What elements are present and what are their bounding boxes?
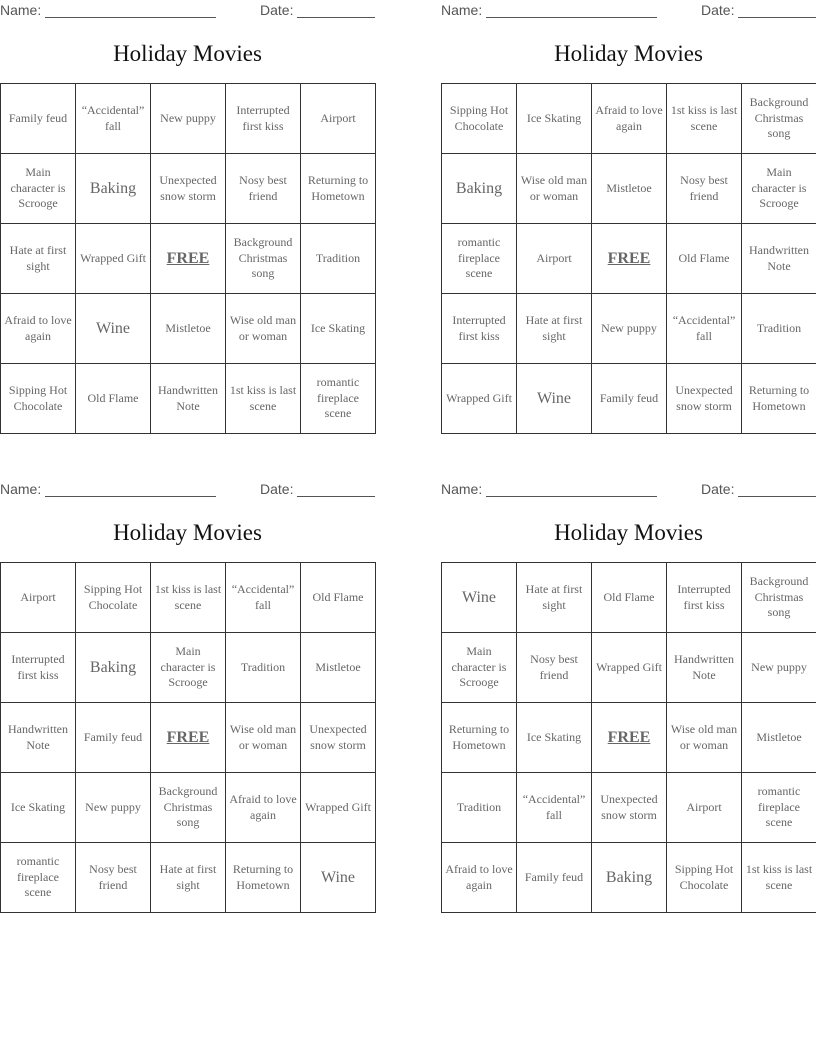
bingo-card-4 [441,479,816,892]
bingo-cell: Background Christmas song [151,773,226,843]
bingo-cell: Old Flame [592,563,667,633]
bingo-cell: 1st kiss is last scene [667,84,742,154]
grid-row [1,773,376,843]
card-header [0,479,375,501]
bingo-cell: Wine [76,294,151,364]
bingo-cell: Mistletoe [151,294,226,364]
grid-row [442,154,816,224]
bingo-cell: Tradition [742,294,816,364]
bingo-cell: “Accidental” fall [667,294,742,364]
name-blank-line [486,496,657,497]
bingo-cell: Interrupted first kiss [1,633,76,703]
card-title: Holiday Movies [554,520,703,545]
grid-row [442,224,816,294]
bingo-cell: Family feud [592,364,667,434]
bingo-cell: Sipping Hot Chocolate [442,84,517,154]
bingo-cell: Hate at first sight [151,843,226,913]
bingo-cell: romantic fireplace scene [301,364,376,434]
bingo-cell: Wise old man or woman [667,703,742,773]
card-header [0,0,375,22]
bingo-cell: Old Flame [76,364,151,434]
bingo-cell: Main character is Scrooge [742,154,816,224]
bingo-cell: Airport [1,563,76,633]
grid-row [1,294,376,364]
bingo-cell: Wine [442,563,517,633]
bingo-cell: Wrapped Gift [442,364,517,434]
bingo-cell: Sipping Hot Chocolate [667,843,742,913]
bingo-cell: Mistletoe [592,154,667,224]
bingo-cell: Unexpected snow storm [151,154,226,224]
free-space-cell: FREE [151,703,226,773]
bingo-grid [441,562,816,913]
bingo-cell: “Accidental” fall [76,84,151,154]
date-blank-line [297,17,375,18]
bingo-cell: Main character is Scrooge [151,633,226,703]
bingo-cell: Nosy best friend [667,154,742,224]
bingo-cell: Main character is Scrooge [442,633,517,703]
card-title: Holiday Movies [554,41,703,66]
bingo-cell: New puppy [151,84,226,154]
bingo-cell: romantic fireplace scene [1,843,76,913]
grid-row [442,364,816,434]
card-header [441,0,816,22]
card-header [441,479,816,501]
grid-row [1,84,376,154]
bingo-cell: Ice Skating [301,294,376,364]
grid-row [1,224,376,294]
bingo-cell: Sipping Hot Chocolate [1,364,76,434]
bingo-cell: Unexpected snow storm [592,773,667,843]
bingo-card-1 [0,0,375,421]
bingo-cell: Ice Skating [1,773,76,843]
bingo-cell: Family feud [1,84,76,154]
bingo-grid [0,562,376,913]
bingo-cell: Baking [76,633,151,703]
bingo-grid [441,83,816,434]
date-blank-line [738,496,816,497]
bingo-cell: New puppy [76,773,151,843]
bingo-cell: Handwritten Note [667,633,742,703]
bingo-cell: Main character is Scrooge [1,154,76,224]
grid-row [442,703,816,773]
date-label: Date: [260,481,294,497]
bingo-cell: Background Christmas song [742,84,816,154]
bingo-cell: Afraid to love again [226,773,301,843]
bingo-cell: “Accidental” fall [226,563,301,633]
date-blank-line [738,17,816,18]
date-label: Date: [701,481,735,497]
bingo-cell: Afraid to love again [1,294,76,364]
bingo-cell: Wine [517,364,592,434]
date-label: Date: [701,2,735,18]
bingo-cell: Baking [76,154,151,224]
bingo-cell: Interrupted first kiss [442,294,517,364]
free-space-cell: FREE [592,703,667,773]
bingo-cell: Nosy best friend [226,154,301,224]
bingo-cell: Airport [301,84,376,154]
bingo-cell: Afraid to love again [442,843,517,913]
grid-row [442,563,816,633]
bingo-cell: Wise old man or woman [226,294,301,364]
bingo-cell: Nosy best friend [517,633,592,703]
bingo-cell: romantic fireplace scene [742,773,816,843]
bingo-cell: Hate at first sight [517,294,592,364]
bingo-cell: “Accidental” fall [517,773,592,843]
bingo-cell: Wrapped Gift [301,773,376,843]
bingo-cell: New puppy [742,633,816,703]
bingo-cell: Interrupted first kiss [667,563,742,633]
bingo-cell: 1st kiss is last scene [151,563,226,633]
bingo-cell: Tradition [442,773,517,843]
bingo-cell: Unexpected snow storm [667,364,742,434]
bingo-cell: Nosy best friend [76,843,151,913]
bingo-cell: romantic fireplace scene [442,224,517,294]
bingo-cell: Tradition [301,224,376,294]
grid-row [442,633,816,703]
bingo-cell: Background Christmas song [742,563,816,633]
bingo-cell: Unexpected snow storm [301,703,376,773]
bingo-cell: Old Flame [667,224,742,294]
date-label: Date: [260,2,294,18]
bingo-cell: Returning to Hometown [226,843,301,913]
bingo-cell: Mistletoe [301,633,376,703]
bingo-cell: Baking [442,154,517,224]
name-blank-line [45,496,216,497]
bingo-cell: Wine [301,843,376,913]
bingo-cell: Wise old man or woman [517,154,592,224]
bingo-cell: 1st kiss is last scene [226,364,301,434]
bingo-cell: Old Flame [301,563,376,633]
name-label: Name: [441,481,483,497]
free-space-cell: FREE [592,224,667,294]
bingo-cell: Wrapped Gift [76,224,151,294]
bingo-cell: 1st kiss is last scene [742,843,816,913]
bingo-cell: Tradition [226,633,301,703]
grid-row [1,633,376,703]
bingo-card-2 [441,0,816,413]
bingo-cell: Baking [592,843,667,913]
bingo-cell: Hate at first sight [517,563,592,633]
grid-row [1,154,376,224]
bingo-cell: Sipping Hot Chocolate [76,563,151,633]
bingo-cell: Afraid to love again [592,84,667,154]
bingo-cell: Hate at first sight [1,224,76,294]
bingo-cell: Handwritten Note [742,224,816,294]
bingo-cell: Ice Skating [517,84,592,154]
name-blank-line [45,17,216,18]
grid-row [442,773,816,843]
grid-row [442,84,816,154]
bingo-cell: Wrapped Gift [592,633,667,703]
date-blank-line [297,496,375,497]
name-label: Name: [0,481,42,497]
grid-row [442,843,816,913]
bingo-cell: Family feud [517,843,592,913]
name-blank-line [486,17,657,18]
bingo-card-3 [0,479,375,900]
name-label: Name: [441,2,483,18]
card-title: Holiday Movies [113,41,262,66]
free-space-cell: FREE [151,224,226,294]
bingo-grid [0,83,376,434]
grid-row [1,364,376,434]
card-title: Holiday Movies [113,520,262,545]
bingo-cell: Handwritten Note [151,364,226,434]
bingo-cell: Wise old man or woman [226,703,301,773]
grid-row [1,563,376,633]
bingo-cell: Mistletoe [742,703,816,773]
bingo-cell: Airport [667,773,742,843]
name-label: Name: [0,2,42,18]
grid-row [1,703,376,773]
bingo-cell: Handwritten Note [1,703,76,773]
bingo-cell: Background Christmas song [226,224,301,294]
bingo-cell: Returning to Hometown [442,703,517,773]
bingo-cell: Returning to Hometown [301,154,376,224]
bingo-cell: Ice Skating [517,703,592,773]
bingo-cell: Family feud [76,703,151,773]
bingo-cell: New puppy [592,294,667,364]
bingo-cell: Interrupted first kiss [226,84,301,154]
grid-row [442,294,816,364]
bingo-cell: Airport [517,224,592,294]
grid-row [1,843,376,913]
bingo-cell: Returning to Hometown [742,364,816,434]
